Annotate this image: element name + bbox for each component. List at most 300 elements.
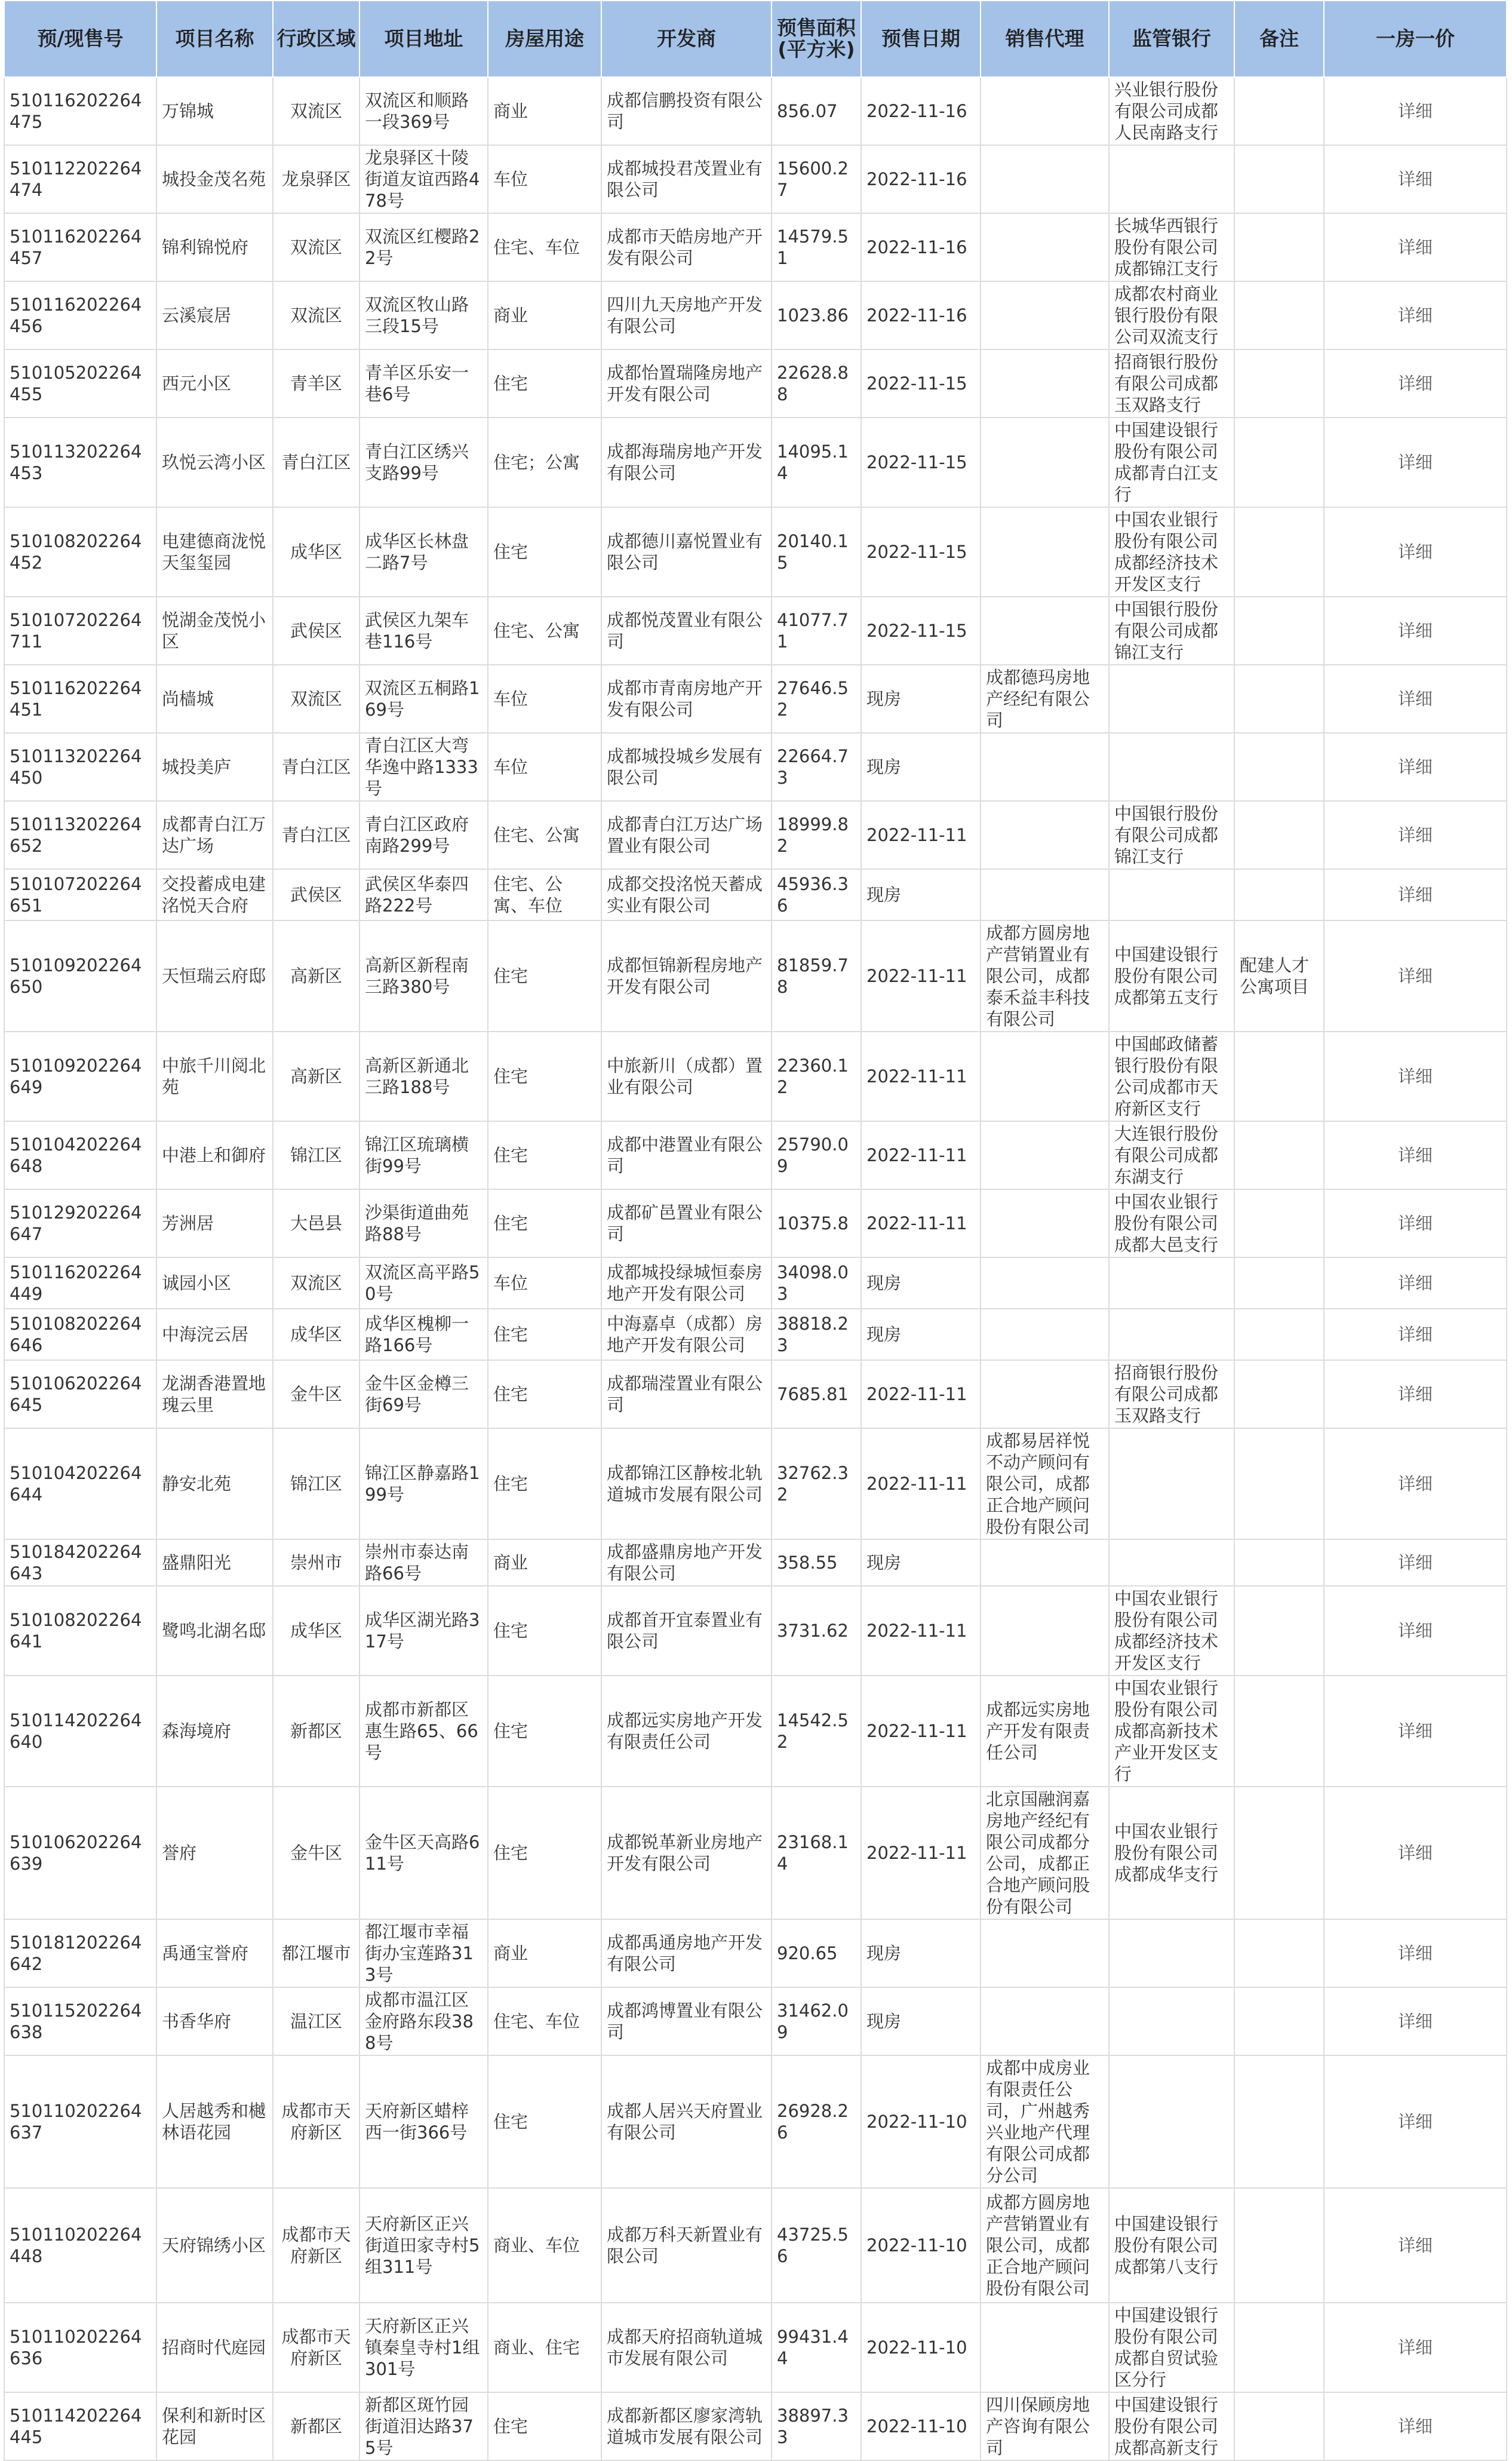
project-name-cell: 云溪宸居	[156, 281, 273, 349]
bank-cell: 中国建设银行股份有限公司成都自贸试验区分行	[1109, 2303, 1234, 2392]
usage-cell: 车位	[488, 733, 601, 801]
detail-cell	[1324, 733, 1507, 801]
detail-link[interactable]: 详细	[1397, 305, 1433, 326]
district-cell: 武侯区	[273, 869, 359, 920]
bank-cell: 中国农业银行股份有限公司成都高新技术产业开发区支行	[1109, 1676, 1234, 1787]
detail-cell	[1324, 1428, 1507, 1539]
table-row	[4, 1586, 1507, 1676]
bank-cell: 中国农业银行股份有限公司成都经济技术开发区支行	[1109, 507, 1234, 597]
agent-cell	[981, 1121, 1109, 1189]
agent-cell	[981, 1919, 1109, 1987]
area-cell: 41077.71	[772, 597, 861, 665]
note-cell	[1234, 1676, 1324, 1787]
area-cell: 25790.09	[772, 1121, 861, 1189]
address-cell: 高新区新通北三路188号	[359, 1032, 488, 1121]
date-cell: 2022-11-11	[861, 1787, 981, 1919]
detail-cell	[1324, 507, 1507, 597]
bank-cell	[1109, 665, 1234, 733]
presale-no-cell: 510113202264652	[4, 801, 156, 869]
project-name-cell: 静安北苑	[156, 1428, 273, 1539]
date-cell: 2022-11-10	[861, 2055, 981, 2188]
area-cell: 38897.33	[772, 2392, 861, 2460]
agent-cell: 成都中成房业有限责任公司，广州越秀兴业地产代理有限公司成都分公司	[981, 2055, 1109, 2188]
project-name-cell: 诚园小区	[156, 1257, 273, 1309]
address-cell: 金牛区天高路611号	[359, 1787, 488, 1919]
address-cell: 崇州市泰达南路66号	[359, 1539, 488, 1586]
bank-cell: 中国建设银行股份有限公司成都第八支行	[1109, 2188, 1234, 2303]
note-cell	[1234, 349, 1324, 418]
presale-no-cell: 510109202264649	[4, 1032, 156, 1121]
district-cell: 都江堰市	[273, 1919, 359, 1987]
detail-link[interactable]: 详细	[1397, 101, 1433, 121]
date-cell: 2022-11-15	[861, 507, 981, 597]
area-cell: 99431.44	[772, 2303, 861, 2392]
note-cell	[1234, 733, 1324, 801]
usage-cell: 车位	[488, 145, 601, 213]
bank-cell: 中国银行股份有限公司成都锦江支行	[1109, 597, 1234, 665]
detail-cell	[1324, 1257, 1507, 1309]
area-cell: 856.07	[772, 77, 861, 145]
developer-cell: 成都远实房地产开发有限责任公司	[601, 1676, 772, 1787]
presale-no-cell: 510114202264640	[4, 1676, 156, 1787]
agent-cell: 成都远实房地产开发有限责任公司	[981, 1676, 1109, 1787]
usage-cell: 商业	[488, 1539, 601, 1586]
detail-cell	[1324, 1309, 1507, 1360]
detail-link[interactable]: 详细	[1397, 1721, 1433, 1741]
agent-cell: 成都德玛房地产经纪有限公司	[981, 665, 1109, 733]
note-cell	[1234, 2188, 1324, 2303]
table-row	[4, 801, 1507, 869]
detail-link[interactable]: 详细	[1397, 452, 1433, 472]
area-cell: 27646.52	[772, 665, 861, 733]
presale-no-cell: 510108202264641	[4, 1586, 156, 1676]
address-cell: 青白江区大弯华逸中路1333号	[359, 733, 488, 801]
agent-cell	[981, 1257, 1109, 1309]
usage-cell: 住宅	[488, 1032, 601, 1121]
detail-link[interactable]: 详细	[1397, 966, 1433, 986]
district-cell: 成华区	[273, 1586, 359, 1676]
area-cell: 18999.82	[772, 801, 861, 869]
project-name-cell: 天恒瑞云府邸	[156, 920, 273, 1032]
date-cell: 2022-11-16	[861, 145, 981, 213]
presale-no-cell: 510129202264647	[4, 1189, 156, 1257]
detail-link[interactable]: 详细	[1397, 542, 1433, 562]
note-cell	[1234, 665, 1324, 733]
detail-cell	[1324, 1919, 1507, 1987]
bank-cell	[1109, 1309, 1234, 1360]
project-name-cell: 尚樯城	[156, 665, 273, 733]
note-cell	[1234, 1121, 1324, 1189]
table-row	[4, 1121, 1507, 1189]
address-cell: 双流区五桐路169号	[359, 665, 488, 733]
usage-cell: 住宅	[488, 1309, 601, 1360]
presale-no-cell: 510106202264645	[4, 1360, 156, 1428]
detail-cell	[1324, 869, 1507, 920]
project-name-cell: 保利和新时区花园	[156, 2392, 273, 2460]
date-cell: 2022-11-11	[861, 1189, 981, 1257]
district-cell: 龙泉驿区	[273, 145, 359, 213]
detail-cell	[1324, 1539, 1507, 1586]
detail-link[interactable]: 详细	[1397, 1145, 1433, 1165]
area-cell: 26928.26	[772, 2055, 861, 2188]
presale-no-cell: 510116202264449	[4, 1257, 156, 1309]
detail-link[interactable]: 详细	[1397, 2235, 1433, 2256]
bank-cell: 中国农业银行股份有限公司成都成华支行	[1109, 1787, 1234, 1919]
district-cell: 崇州市	[273, 1539, 359, 1586]
detail-link[interactable]: 详细	[1397, 1324, 1433, 1345]
district-cell: 新都区	[273, 2392, 359, 2460]
project-name-cell: 交投蓄成电建洺悦天合府	[156, 869, 273, 920]
detail-link[interactable]: 详细	[1397, 1552, 1433, 1573]
usage-cell: 住宅	[488, 920, 601, 1032]
table-row	[4, 1676, 1507, 1787]
detail-link[interactable]: 详细	[1397, 237, 1433, 257]
district-cell: 双流区	[273, 665, 359, 733]
address-cell: 青白江区绣兴支路99号	[359, 418, 488, 507]
agent-cell	[981, 349, 1109, 418]
agent-cell	[981, 281, 1109, 349]
detail-cell	[1324, 1032, 1507, 1121]
detail-link[interactable]: 详细	[1397, 1273, 1433, 1293]
agent-cell: 成都易居祥悦不动产顾问有限公司，成都正合地产顾问股份有限公司	[981, 1428, 1109, 1539]
usage-cell: 住宅、公寓	[488, 597, 601, 665]
usage-cell: 商业、车位	[488, 2188, 601, 2303]
address-cell: 双流区牧山路三段15号	[359, 281, 488, 349]
date-cell: 现房	[861, 1309, 981, 1360]
usage-cell: 住宅、公寓	[488, 801, 601, 869]
presale-no-cell: 510116202264456	[4, 281, 156, 349]
project-name-cell: 电建德商泷悦天玺玺园	[156, 507, 273, 597]
bank-cell	[1109, 733, 1234, 801]
developer-cell: 中海嘉卓（成都）房地产开发有限公司	[601, 1309, 772, 1360]
presale-no-cell: 510115202264638	[4, 1987, 156, 2055]
area-cell: 31462.09	[772, 1987, 861, 2055]
developer-cell: 成都海瑞房地产开发有限公司	[601, 418, 772, 507]
detail-cell	[1324, 213, 1507, 281]
note-cell	[1234, 1257, 1324, 1309]
area-cell: 22664.73	[772, 733, 861, 801]
table-row	[4, 869, 1507, 920]
bank-cell: 招商银行股份有限公司成都玉双路支行	[1109, 349, 1234, 418]
address-cell: 高新区新程南三路380号	[359, 920, 488, 1032]
address-cell: 龙泉驿区十陵街道友谊西路478号	[359, 145, 488, 213]
developer-cell: 成都禹通房地产开发有限公司	[601, 1919, 772, 1987]
developer-cell: 成都市青南房地产开发有限公司	[601, 665, 772, 733]
table-row	[4, 349, 1507, 418]
column-header-district: 行政区域	[273, 1, 359, 77]
presale-no-cell: 510184202264643	[4, 1539, 156, 1586]
project-name-cell: 西元小区	[156, 349, 273, 418]
developer-cell: 成都信鹏投资有限公司	[601, 77, 772, 145]
district-cell: 青羊区	[273, 349, 359, 418]
note-cell	[1234, 1309, 1324, 1360]
district-cell: 成都市天府新区	[273, 2188, 359, 2303]
presale-no-cell: 510116202264451	[4, 665, 156, 733]
address-cell: 成华区槐柳一路166号	[359, 1309, 488, 1360]
column-header-presale-area: 预售面积 (平方米)	[772, 1, 861, 77]
date-cell: 现房	[861, 1539, 981, 1586]
bank-cell	[1109, 145, 1234, 213]
table-row	[4, 733, 1507, 801]
developer-cell: 成都万科天新置业有限公司	[601, 2188, 772, 2303]
table-header	[4, 1, 1507, 77]
table-row	[4, 1428, 1507, 1539]
district-cell: 金牛区	[273, 1787, 359, 1919]
detail-cell	[1324, 1787, 1507, 1919]
usage-cell: 住宅；公寓	[488, 418, 601, 507]
date-cell: 现房	[861, 1987, 981, 2055]
presale-no-cell: 510112202264474	[4, 145, 156, 213]
usage-cell: 住宅	[488, 1360, 601, 1428]
bank-cell: 成都农村商业银行股份有限公司双流支行	[1109, 281, 1234, 349]
detail-link[interactable]: 详细	[1397, 1943, 1433, 1963]
table-row	[4, 1032, 1507, 1121]
presale-no-cell: 510106202264639	[4, 1787, 156, 1919]
project-name-cell: 人居越秀和樾林语花园	[156, 2055, 273, 2188]
column-header-sales-agent: 销售代理	[981, 1, 1109, 77]
area-cell: 1023.86	[772, 281, 861, 349]
detail-cell	[1324, 2303, 1507, 2392]
note-cell	[1234, 597, 1324, 665]
bank-cell: 中国农业银行股份有限公司成都经济技术开发区支行	[1109, 1586, 1234, 1676]
note-cell	[1234, 801, 1324, 869]
area-cell: 81859.78	[772, 920, 861, 1032]
agent-cell	[981, 1987, 1109, 2055]
developer-cell: 成都鸿博置业有限公司	[601, 1987, 772, 2055]
date-cell: 2022-11-16	[861, 281, 981, 349]
detail-cell	[1324, 597, 1507, 665]
address-cell: 天府新区蜡梓西一街366号	[359, 2055, 488, 2188]
bank-cell	[1109, 1257, 1234, 1309]
table-row	[4, 665, 1507, 733]
date-cell: 现房	[861, 733, 981, 801]
date-cell: 2022-11-10	[861, 2303, 981, 2392]
detail-link[interactable]: 详细	[1397, 373, 1433, 394]
detail-link[interactable]: 详细	[1397, 2112, 1433, 2132]
presale-no-cell: 510104202264644	[4, 1428, 156, 1539]
presale-no-cell: 510105202264455	[4, 349, 156, 418]
project-name-cell: 森海境府	[156, 1676, 273, 1787]
project-name-cell: 成都青白江万达广场	[156, 801, 273, 869]
project-name-cell: 禹通宝誉府	[156, 1919, 273, 1987]
area-cell: 14579.51	[772, 213, 861, 281]
developer-cell: 成都怡置瑞隆房地产开发有限公司	[601, 349, 772, 418]
area-cell: 45936.36	[772, 869, 861, 920]
project-name-cell: 芳洲居	[156, 1189, 273, 1257]
note-cell	[1234, 1428, 1324, 1539]
detail-link[interactable]: 详细	[1397, 2337, 1433, 2358]
usage-cell: 住宅	[488, 1121, 601, 1189]
note-cell: 配建人才公寓项目	[1234, 920, 1324, 1032]
bank-cell: 大连银行股份有限公司成都东湖支行	[1109, 1121, 1234, 1189]
detail-link[interactable]: 详细	[1397, 885, 1433, 905]
project-name-cell: 盛鼎阳光	[156, 1539, 273, 1586]
area-cell: 20140.15	[772, 507, 861, 597]
column-header-remarks: 备注	[1234, 1, 1324, 77]
presale-no-cell: 510113202264453	[4, 418, 156, 507]
note-cell	[1234, 2055, 1324, 2188]
table-row	[4, 145, 1507, 213]
district-cell: 成都市天府新区	[273, 2303, 359, 2392]
presale-table	[4, 0, 1507, 2461]
project-name-cell: 玖悦云湾小区	[156, 418, 273, 507]
table-row	[4, 2188, 1507, 2303]
usage-cell: 住宅	[488, 2392, 601, 2460]
area-cell: 14095.14	[772, 418, 861, 507]
agent-cell	[981, 1539, 1109, 1586]
detail-link[interactable]: 详细	[1397, 2011, 1433, 2032]
usage-cell: 车位	[488, 665, 601, 733]
area-cell: 920.65	[772, 1919, 861, 1987]
column-header-presale-date: 预售日期	[861, 1, 981, 77]
date-cell: 2022-11-15	[861, 597, 981, 665]
detail-cell	[1324, 2055, 1507, 2188]
column-header-address: 项目地址	[359, 1, 488, 77]
detail-link[interactable]: 详细	[1397, 1066, 1433, 1087]
project-name-cell: 城投美庐	[156, 733, 273, 801]
note-cell	[1234, 145, 1324, 213]
note-cell	[1234, 507, 1324, 597]
presale-no-cell: 510107202264651	[4, 869, 156, 920]
table-row	[4, 1360, 1507, 1428]
detail-link[interactable]: 详细	[1397, 1621, 1433, 1641]
detail-link[interactable]: 详细	[1397, 621, 1433, 641]
note-cell	[1234, 1787, 1324, 1919]
district-cell: 锦江区	[273, 1121, 359, 1189]
bank-cell: 中国建设银行股份有限公司成都青白江支行	[1109, 418, 1234, 507]
developer-cell: 成都城投绿城恒泰房地产开发有限公司	[601, 1257, 772, 1309]
agent-cell	[981, 77, 1109, 145]
detail-cell	[1324, 1360, 1507, 1428]
address-cell: 武侯区九架车巷116号	[359, 597, 488, 665]
detail-cell	[1324, 349, 1507, 418]
district-cell: 武侯区	[273, 597, 359, 665]
address-cell: 双流区红樱路22号	[359, 213, 488, 281]
detail-link[interactable]: 详细	[1397, 757, 1433, 777]
district-cell: 成都市天府新区	[273, 2055, 359, 2188]
address-cell: 青羊区乐安一巷6号	[359, 349, 488, 418]
note-cell	[1234, 2392, 1324, 2460]
detail-cell	[1324, 1676, 1507, 1787]
detail-cell	[1324, 1586, 1507, 1676]
address-cell: 锦江区静嘉路199号	[359, 1428, 488, 1539]
date-cell: 2022-11-11	[861, 801, 981, 869]
column-header-price-list: 一房一价	[1324, 1, 1507, 77]
area-cell: 32762.32	[772, 1428, 861, 1539]
detail-cell	[1324, 145, 1507, 213]
bank-cell: 招商银行股份有限公司成都玉双路支行	[1109, 1360, 1234, 1428]
note-cell	[1234, 1987, 1324, 2055]
agent-cell	[981, 597, 1109, 665]
date-cell: 2022-11-11	[861, 1032, 981, 1121]
table-row	[4, 1539, 1507, 1586]
presale-no-cell: 510109202264650	[4, 920, 156, 1032]
table-row	[4, 418, 1507, 507]
bank-cell: 中国邮政储蓄银行股份有限公司成都市天府新区支行	[1109, 1032, 1234, 1121]
district-cell: 青白江区	[273, 418, 359, 507]
developer-cell: 成都青白江万达广场置业有限公司	[601, 801, 772, 869]
detail-cell	[1324, 1189, 1507, 1257]
address-cell: 沙渠街道曲苑路88号	[359, 1189, 488, 1257]
project-name-cell: 中旅千川阅北苑	[156, 1032, 273, 1121]
bank-cell: 中国建设银行股份有限公司成都高新支行	[1109, 2392, 1234, 2460]
district-cell: 双流区	[273, 213, 359, 281]
usage-cell: 住宅	[488, 349, 601, 418]
district-cell: 成华区	[273, 507, 359, 597]
district-cell: 锦江区	[273, 1428, 359, 1539]
date-cell: 现房	[861, 1919, 981, 1987]
usage-cell: 住宅	[488, 1787, 601, 1919]
developer-cell: 成都锐革新业房地产开发有限公司	[601, 1787, 772, 1919]
project-name-cell: 招商时代庭园	[156, 2303, 273, 2392]
agent-cell	[981, 869, 1109, 920]
bank-cell	[1109, 1539, 1234, 1586]
presale-no-cell: 510104202264648	[4, 1121, 156, 1189]
detail-link[interactable]: 详细	[1397, 169, 1433, 189]
project-name-cell: 中海浣云居	[156, 1309, 273, 1360]
table-row	[4, 1987, 1507, 2055]
presale-no-cell: 510116202264457	[4, 213, 156, 281]
presale-no-cell: 510110202264448	[4, 2188, 156, 2303]
note-cell	[1234, 1919, 1324, 1987]
district-cell: 成华区	[273, 1309, 359, 1360]
table-row	[4, 2392, 1507, 2460]
agent-cell	[981, 1309, 1109, 1360]
detail-link[interactable]: 详细	[1397, 1474, 1433, 1494]
detail-link[interactable]: 详细	[1397, 2416, 1433, 2437]
table-row	[4, 920, 1507, 1032]
usage-cell: 住宅	[488, 1586, 601, 1676]
address-cell: 天府新区正兴镇秦皇寺村1组301号	[359, 2303, 488, 2392]
project-name-cell: 誉府	[156, 1787, 273, 1919]
presale-table-container	[4, 0, 1506, 2461]
agent-cell	[981, 213, 1109, 281]
detail-link[interactable]: 详细	[1397, 825, 1433, 845]
area-cell: 23168.14	[772, 1787, 861, 1919]
detail-link[interactable]: 详细	[1397, 689, 1433, 709]
detail-cell	[1324, 801, 1507, 869]
presale-no-cell: 510116202264475	[4, 77, 156, 145]
detail-link[interactable]: 详细	[1397, 1213, 1433, 1233]
note-cell	[1234, 418, 1324, 507]
developer-cell: 成都恒锦新程房地产开发有限公司	[601, 920, 772, 1032]
detail-cell	[1324, 77, 1507, 145]
district-cell: 高新区	[273, 920, 359, 1032]
project-name-cell: 天府锦绣小区	[156, 2188, 273, 2303]
agent-cell	[981, 1360, 1109, 1428]
project-name-cell: 龙湖香港置地瑰云里	[156, 1360, 273, 1428]
usage-cell: 住宅	[488, 2055, 601, 2188]
agent-cell: 四川保顾房地产咨询有限公司	[981, 2392, 1109, 2460]
agent-cell	[981, 801, 1109, 869]
district-cell: 双流区	[273, 1257, 359, 1309]
date-cell: 2022-11-11	[861, 1360, 981, 1428]
detail-link[interactable]: 详细	[1397, 1384, 1433, 1404]
note-cell	[1234, 1189, 1324, 1257]
detail-link[interactable]: 详细	[1397, 1843, 1433, 1863]
table-row	[4, 2055, 1507, 2188]
note-cell	[1234, 1586, 1324, 1676]
note-cell	[1234, 2303, 1324, 2392]
developer-cell: 成都市天皓房地产开发有限公司	[601, 213, 772, 281]
note-cell	[1234, 281, 1324, 349]
agent-cell	[981, 1586, 1109, 1676]
area-cell: 358.55	[772, 1539, 861, 1586]
developer-cell: 成都德川嘉悦置业有限公司	[601, 507, 772, 597]
note-cell	[1234, 213, 1324, 281]
address-cell: 武侯区华泰四路222号	[359, 869, 488, 920]
address-cell: 新都区斑竹园街道泪达路375号	[359, 2392, 488, 2460]
